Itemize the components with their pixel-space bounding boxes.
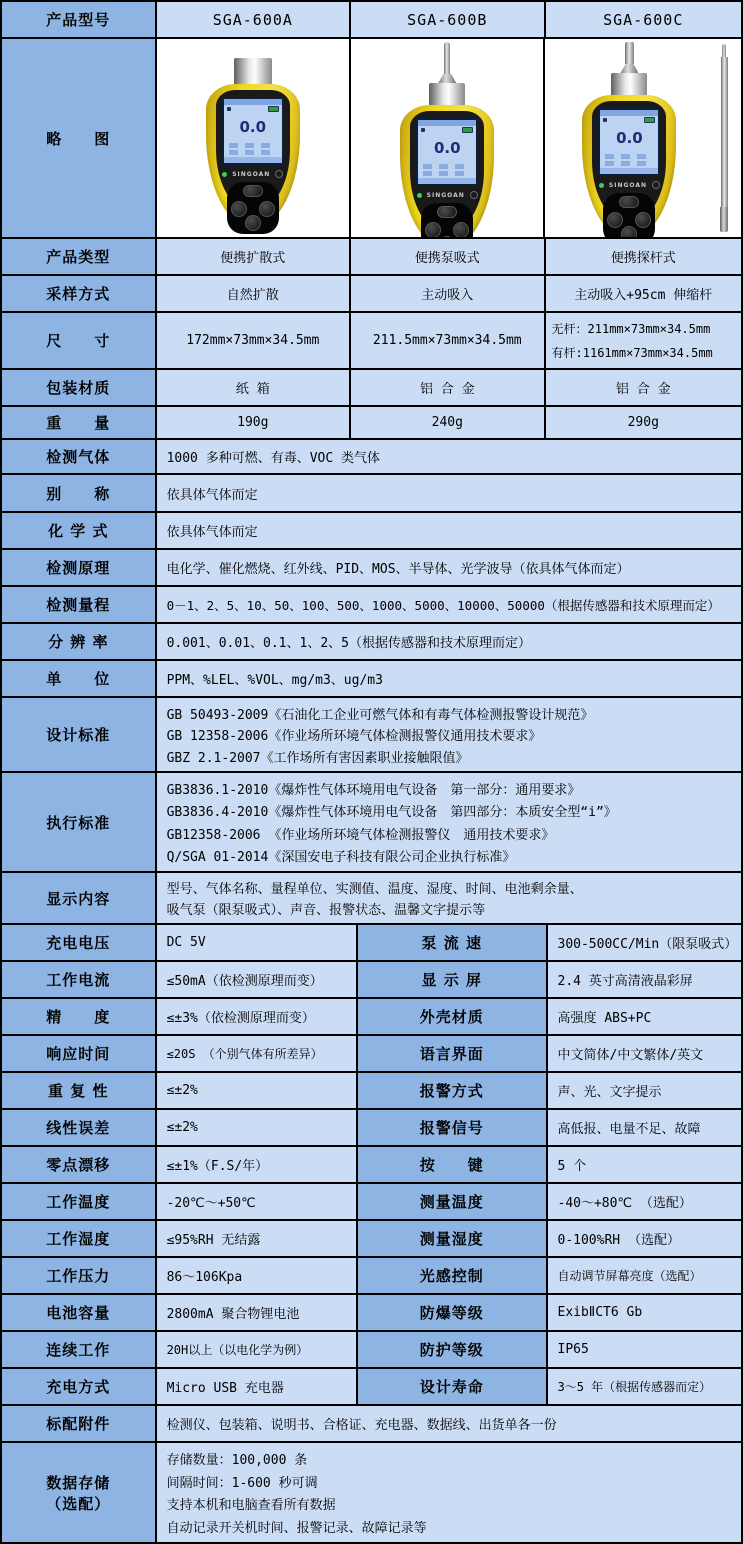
- label-buttons: 按 键: [358, 1147, 547, 1184]
- repeatability-row: [2, 1073, 743, 1110]
- label-measuring-temperature: 测量温度: [358, 1184, 547, 1221]
- sampling-method-row: [2, 276, 743, 313]
- design-life-value: 3～5 年（根据传感器而定）: [548, 1369, 743, 1406]
- dimensions-b: 211.5mm×73mm×34.5mm: [351, 313, 545, 370]
- power-led: [222, 172, 227, 177]
- device-body: [400, 105, 494, 239]
- label-detection-range: 检测量程: [2, 587, 157, 624]
- weight-a: 190g: [157, 407, 351, 440]
- label-design-life: 设计寿命: [358, 1369, 547, 1406]
- linearity-error-value: ≤±2%: [157, 1110, 358, 1147]
- label-zero-drift: 零点漂移: [2, 1147, 157, 1184]
- display-content-row: [2, 873, 743, 925]
- brand-row: [410, 191, 484, 199]
- detected-gases-row: [2, 440, 743, 475]
- battery-icon: [268, 106, 279, 112]
- menu-button-icon: [437, 206, 457, 218]
- pump-probe-icon: [444, 42, 450, 74]
- label-chemical-formula: 化 学 式: [2, 513, 157, 550]
- executive-standard-line: GB3836.4-2010《爆炸性气体环境用电气设备 第四部分：本质安全型“i”》: [167, 801, 617, 820]
- right-button-icon: [453, 222, 469, 238]
- weight-row: [2, 407, 743, 440]
- enter-button-icon: [245, 215, 261, 231]
- executive-standard-line: Q/SGA 01-2014《深国安电子科技有限公司企业执行标准》: [167, 846, 516, 865]
- label-measuring-humidity: 测量湿度: [358, 1221, 547, 1258]
- sensor-cap-icon: [611, 73, 647, 97]
- working-temperature-value: -20℃～+50℃: [157, 1184, 358, 1221]
- power-icon: [470, 191, 478, 199]
- screen-reading: 0.0: [418, 133, 476, 163]
- power-led: [599, 183, 604, 188]
- charging-voltage-value: DC 5V: [157, 925, 358, 962]
- gas-detector-illustration-b: [391, 42, 503, 234]
- display-content-line: 型号、气体名称、量程单位、实测值、温度、湿度、时间、电池剩余量、: [167, 878, 583, 897]
- device-body: [206, 84, 300, 228]
- brand-label: SINGOAN: [427, 192, 465, 199]
- gas-detector-illustration-c: [573, 42, 685, 234]
- label-continuous-working: 连续工作: [2, 1332, 157, 1369]
- screen-status-icons: [224, 105, 282, 112]
- label-sampling-method: 采样方式: [2, 276, 157, 313]
- label-working-humidity: 工作湿度: [2, 1221, 157, 1258]
- label-language-interface: 语言界面: [358, 1036, 547, 1073]
- label-weight: 重 量: [2, 407, 157, 440]
- dimensions-c-line1: 无杆：211mm×73mm×34.5mm: [552, 320, 711, 337]
- brand-label: SINGOAN: [609, 182, 647, 189]
- screen-time-bar: [600, 168, 658, 174]
- speaker-icon: [227, 107, 231, 111]
- pump-flow-rate-value: 300-500CC/Min（限泵吸式）: [548, 925, 743, 962]
- enter-button-icon: [439, 236, 455, 239]
- executive-standards-row: [2, 773, 743, 873]
- device-body: [582, 95, 676, 239]
- design-standard-line: GB 12358-2006《作业场所环境气体检测报警仪通用技术要求》: [167, 725, 542, 744]
- alias-value: 依具体气体而定: [157, 475, 743, 513]
- label-display-content: 显示内容: [2, 873, 157, 925]
- explosion-proof-grade-value: ExibⅡCT6 Gb: [548, 1295, 743, 1332]
- standard-accessories-value: 检测仪、包装箱、说明书、合格证、充电器、数据线、出货单各一份: [157, 1406, 743, 1443]
- model-name-sga-600b: SGA-600B: [351, 2, 545, 39]
- data-storage-row: [2, 1443, 743, 1544]
- label-charging-method: 充电方式: [2, 1369, 157, 1406]
- power-icon: [275, 170, 283, 178]
- brand-row: [216, 170, 290, 178]
- left-button-icon: [425, 222, 441, 238]
- keypad: [603, 193, 655, 239]
- sampling-b: 主动吸入: [351, 276, 545, 313]
- packaging-a: 纸 箱: [157, 370, 351, 407]
- right-button-icon: [635, 212, 651, 228]
- label-accuracy: 精 度: [2, 999, 157, 1036]
- screen-data-row: [229, 150, 277, 155]
- speaker-icon: [603, 118, 607, 122]
- buttons-value: 5 个: [548, 1147, 743, 1184]
- protection-grade-value: IP65: [548, 1332, 743, 1369]
- detection-range-row: [2, 587, 743, 624]
- data-storage-value: [157, 1443, 743, 1544]
- executive-standards-value: [157, 773, 743, 873]
- device-front-panel: [592, 101, 666, 223]
- label-standard-accessories: 标配附件: [2, 1406, 157, 1443]
- data-storage-label-line1: 数据存储: [46, 1472, 110, 1493]
- packaging-b: 铝 合 金: [351, 370, 545, 407]
- display-content-value: [157, 873, 743, 925]
- screen-status-icons: [418, 126, 476, 133]
- detection-range-value: 0－1、2、5、10、50、100、500、1000、5000、10000、50000（根据传感器和技术原理而定）: [157, 587, 743, 624]
- label-battery-capacity: 电池容量: [2, 1295, 157, 1332]
- light-sensing-control-value: 自动调节屏幕亮度（选配）: [548, 1258, 743, 1295]
- menu-button-icon: [243, 185, 263, 197]
- device-front-panel: [410, 111, 484, 233]
- resolution-row: [2, 624, 743, 661]
- device-front-panel: [216, 90, 290, 212]
- measuring-temperature-value: -40～+80℃ （选配）: [548, 1184, 743, 1221]
- alarm-signal-value: 高低报、电量不足、故障: [548, 1110, 743, 1147]
- product-type-c: 便携探杆式: [546, 239, 743, 276]
- language-interface-value: 中文简体/中文繁体/英文: [548, 1036, 743, 1073]
- working-pressure-value: 86～106Kpa: [157, 1258, 358, 1295]
- detection-principle-value: 电化学、催化燃烧、红外线、PID、MOS、半导体、光学波导（依具体气体而定）: [157, 550, 743, 587]
- speaker-icon: [421, 128, 425, 132]
- label-light-sensing-control: 光感控制: [358, 1258, 547, 1295]
- label-protection-grade: 防护等级: [358, 1332, 547, 1369]
- chemical-formula-value: 依具体气体而定: [157, 513, 743, 550]
- detection-principle-row: [2, 550, 743, 587]
- charging-method-value: Micro USB 充电器: [157, 1369, 358, 1406]
- label-alias: 别 称: [2, 475, 157, 513]
- repeatability-value: ≤±2%: [157, 1073, 358, 1110]
- sensor-cap-icon: [429, 83, 465, 107]
- data-storage-line: 支持本机和电脑查看所有数据: [167, 1494, 336, 1513]
- product-type-b: 便携泵吸式: [351, 239, 545, 276]
- screen-data-row: [605, 161, 653, 166]
- screen-time-bar: [418, 178, 476, 184]
- battery-capacity-row: [2, 1295, 743, 1332]
- screen-reading: 0.0: [600, 123, 658, 153]
- data-storage-line: 自动记录开关机时间、报警记录、故障记录等: [167, 1517, 427, 1536]
- label-product-type: 产品类型: [2, 239, 157, 276]
- product-type-row: [2, 239, 743, 276]
- measuring-humidity-value: 0-100%RH （选配）: [548, 1221, 743, 1258]
- units-row: [2, 661, 743, 698]
- label-response-time: 响应时间: [2, 1036, 157, 1073]
- keypad: [227, 182, 279, 234]
- product-type-a: 便携扩散式: [157, 239, 351, 276]
- executive-standard-line: GB3836.1-2010《爆炸性气体环境用电气设备 第一部分：通用要求》: [167, 779, 581, 798]
- sketch-row: [2, 39, 743, 239]
- model-name-sga-600c: SGA-600C: [546, 2, 743, 39]
- data-storage-label-line2: （选配）: [46, 1493, 110, 1514]
- lcd-screen: [222, 97, 284, 165]
- product-image-sga-600b: [351, 39, 545, 239]
- design-standard-line: GBZ 2.1-2007《工作场所有害因素职业接触限值》: [167, 747, 469, 766]
- lcd-screen: [598, 108, 660, 176]
- alias-row: [2, 475, 743, 513]
- label-working-pressure: 工作压力: [2, 1258, 157, 1295]
- label-detection-principle: 检测原理: [2, 550, 157, 587]
- probe-cone-icon: [438, 74, 456, 83]
- label-dimensions: 尺 寸: [2, 313, 157, 370]
- charging-voltage-row: [2, 925, 743, 962]
- display-content-line: 吸气泵（限泵吸式）、声音、报警状态、温馨文字提示等: [167, 899, 486, 918]
- dimensions-c: [546, 313, 743, 370]
- brand-row: [592, 181, 666, 189]
- brand-label: SINGOAN: [232, 171, 270, 178]
- left-button-icon: [607, 212, 623, 228]
- keypad: [421, 203, 473, 239]
- power-icon: [652, 181, 660, 189]
- screen-time-bar: [224, 157, 282, 163]
- working-temperature-row: [2, 1184, 743, 1221]
- packaging-c: 铝 合 金: [546, 370, 743, 407]
- label-units: 单 位: [2, 661, 157, 698]
- continuous-working-value: 20H以上（以电化学为例）: [157, 1332, 358, 1369]
- design-standards-value: [157, 698, 743, 773]
- battery-icon: [644, 117, 655, 123]
- working-humidity-value: ≤95%RH 无结露: [157, 1221, 358, 1258]
- right-button-icon: [259, 201, 275, 217]
- label-charging-voltage: 充电电压: [2, 925, 157, 962]
- battery-capacity-value: 2800mA 聚合物锂电池: [157, 1295, 358, 1332]
- label-working-temperature: 工作温度: [2, 1184, 157, 1221]
- zero-drift-value: ≤±1%（F.S/年）: [157, 1147, 358, 1184]
- label-linearity-error: 线性误差: [2, 1110, 157, 1147]
- lcd-screen: [416, 118, 478, 186]
- working-current-value: ≤50mA（依检测原理而变）: [157, 962, 358, 999]
- data-storage-line: 间隔时间：1-600 秒可调: [167, 1472, 318, 1491]
- dimensions-a: 172mm×73mm×34.5mm: [157, 313, 351, 370]
- alarm-mode-value: 声、光、文字提示: [548, 1073, 743, 1110]
- weight-b: 240g: [351, 407, 545, 440]
- dimensions-row: [2, 313, 743, 370]
- chemical-formula-row: [2, 513, 743, 550]
- label-alarm-mode: 报警方式: [358, 1073, 547, 1110]
- working-current-row: [2, 962, 743, 999]
- working-humidity-row: [2, 1221, 743, 1258]
- response-time-value: ≤20S （个别气体有所差异）: [157, 1036, 358, 1073]
- label-design-standards: 设计标准: [2, 698, 157, 773]
- units-value: PPM、%LEL、%VOL、mg/m3、ug/m3: [157, 661, 743, 698]
- zero-drift-row: [2, 1147, 743, 1184]
- dimensions-c-line2: 有杆:1161mm×73mm×34.5mm: [552, 344, 713, 361]
- housing-material-value: 高强度 ABS+PC: [548, 999, 743, 1036]
- sampling-a: 自然扩散: [157, 276, 351, 313]
- label-resolution: 分 辨 率: [2, 624, 157, 661]
- label-executive-standards: 执行标准: [2, 773, 157, 873]
- label-pump-flow-rate: 泵 流 速: [358, 925, 547, 962]
- model-name-sga-600a: SGA-600A: [157, 2, 351, 39]
- packaging-row: [2, 370, 743, 407]
- response-time-row: [2, 1036, 743, 1073]
- label-explosion-proof-grade: 防爆等级: [358, 1295, 547, 1332]
- screen-reading: 0.0: [224, 112, 282, 142]
- probe-cone-icon: [620, 64, 638, 73]
- screen-data-row: [423, 171, 471, 176]
- accuracy-value: ≤±3%（依检测原理而变）: [157, 999, 358, 1036]
- battery-icon: [462, 127, 473, 133]
- design-standards-row: [2, 698, 743, 773]
- charging-method-row: [2, 1369, 743, 1406]
- label-display-screen: 显 示 屏: [358, 962, 547, 999]
- executive-standard-line: GB12358-2006 《作业场所环境气体检测报警仪 通用技术要求》: [167, 824, 555, 843]
- header-row: [2, 2, 743, 39]
- linearity-error-row: [2, 1110, 743, 1147]
- enter-button-icon: [621, 226, 637, 239]
- gas-detector-illustration-a: [197, 42, 309, 234]
- product-image-sga-600a: [157, 39, 351, 239]
- continuous-working-row: [2, 1332, 743, 1369]
- product-image-sga-600c: [545, 39, 743, 239]
- label-repeatability: 重 复 性: [2, 1073, 157, 1110]
- sampling-c: 主动吸入+95cm 伸缩杆: [546, 276, 743, 313]
- screen-status-icons: [600, 116, 658, 123]
- left-button-icon: [231, 201, 247, 217]
- screen-data-row: [605, 154, 653, 159]
- weight-c: 290g: [546, 407, 743, 440]
- screen-data-row: [229, 143, 277, 148]
- label-sketch: 略 图: [2, 39, 157, 239]
- resolution-value: 0.001、0.01、0.1、1、2、5（根据传感器和技术原理而定）: [157, 624, 743, 661]
- power-led: [417, 193, 422, 198]
- menu-button-icon: [619, 196, 639, 208]
- data-storage-line: 存储数量：100,000 条: [167, 1449, 308, 1468]
- label-detected-gases: 检测气体: [2, 440, 157, 475]
- probe-stub-icon: [625, 42, 634, 64]
- label-packaging-material: 包装材质: [2, 370, 157, 407]
- accuracy-row: [2, 999, 743, 1036]
- display-screen-value: 2.4 英寸高清液晶彩屏: [548, 962, 743, 999]
- design-standard-line: GB 50493-2009《石油化工企业可燃气体和有毒气体检测报警设计规范》: [167, 704, 594, 723]
- label-product-model: 产品型号: [2, 2, 157, 39]
- working-pressure-row: [2, 1258, 743, 1295]
- sensor-cap-icon: [234, 58, 272, 86]
- label-housing-material: 外壳材质: [358, 999, 547, 1036]
- detected-gases-value: 1000 多种可燃、有毒、VOC 类气体: [157, 440, 743, 475]
- standard-accessories-row: [2, 1406, 743, 1443]
- label-alarm-signal: 报警信号: [358, 1110, 547, 1147]
- telescope-rod-icon: [720, 44, 728, 232]
- screen-data-row: [423, 164, 471, 169]
- label-working-current: 工作电流: [2, 962, 157, 999]
- label-data-storage: [2, 1443, 157, 1544]
